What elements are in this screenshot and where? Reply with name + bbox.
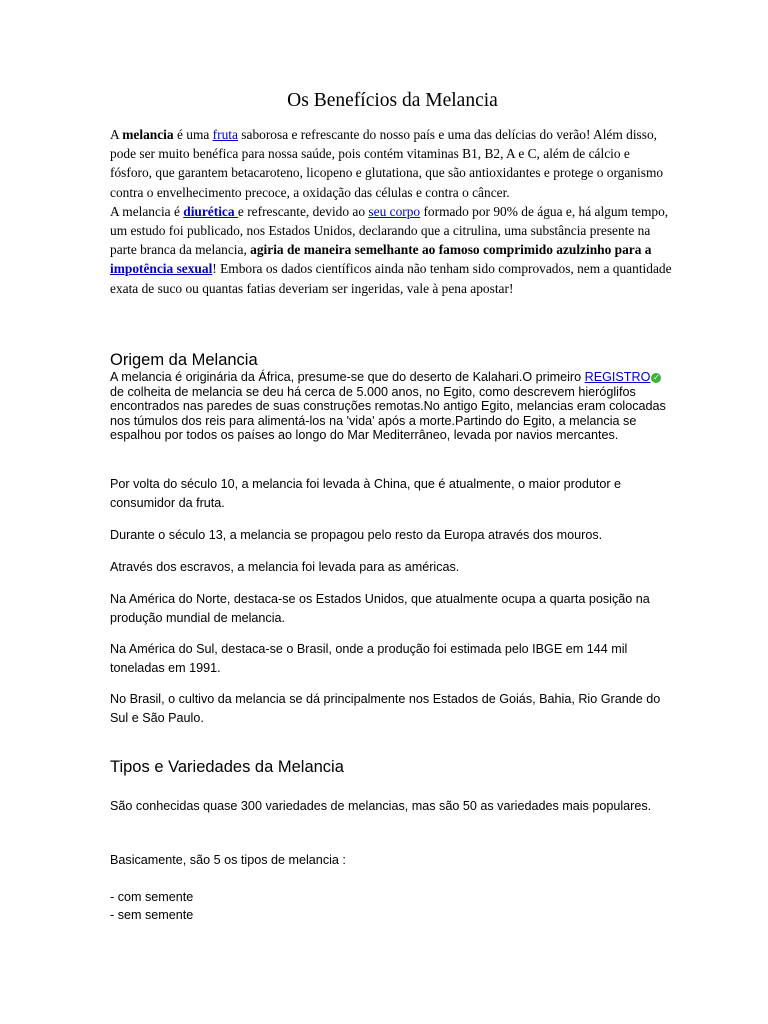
tipos-list [110,888,675,924]
text: saborosa e refrescante do nosso país e uma das delícias do verão! Além disso, pode ser muito benéfica para nossa saúde, pois contém vitaminas B1, B2, A e C, além de cálcio e fósforo, que garantem betacaroteno, licopeno e glutationa, que são antioxidantes e protege o organismo contra o envelhecimento precoce, a oxidação das células e contra o câncer. [110,127,664,200]
bold-claim: agiria de maneira semelhante ao famoso comprimido azulzinho para a [250,242,652,258]
origem-paragraph-5: Na América do Norte, destaca-se os Estados Unidos, que atualmente ocupa a quarta posição na produção mundial de melancia. [110,592,650,625]
seu-corpo-link[interactable]: seu corpo [368,203,421,219]
text: A melancia é originária da África, presume-se que do deserto de Kalahari.O primeiro [110,370,585,384]
diuretica-link[interactable]: diurética [183,203,238,219]
section-heading-origem: Origem da Melancia [110,351,258,369]
origem-paragraph-1 [110,370,675,443]
origem-paragraph-3: Durante o século 13, a melancia se propagou pelo resto da Europa através dos mouros. [110,528,603,542]
origem-paragraph-2: Por volta do século 10, a melancia foi levada à China, que é atualmente, o maior produtor e consumidor da fruta. [110,477,622,510]
text: A [110,127,123,142]
text: A melancia é [110,203,184,219]
page-title: Os Benefícios da Melancia [287,90,498,111]
check-circle-icon[interactable]: ✓ [653,373,660,382]
impotencia-sexual-link[interactable]: impotência sexual [110,261,213,277]
registro-link[interactable]: REGISTRO [584,370,651,384]
text: formado por 90% de água e, há algum tempo, um estudo foi publicado, nos Estados Unidos, declarando que a citrulina, uma substância presente na parte branca da melancia, [110,203,669,258]
intro-paragraph-1 [110,125,675,202]
text: de colheita de melancia se deu há cerca de 5.000 anos, no Egito, como descrevem hieróglifos encontrados nas paredes de suas construções remotas.No antigo Egito, melancias eram colocadas nos túmulos dos reis para alimentá-los na 'vida' após a morte.Partindo do Egito, a melancia se espalhou por todos os países ao longo do Mar Mediterrâneo, levada por navios mercantes. [110,384,666,443]
intro-section [110,125,675,298]
tipos-paragraph-1: São conhecidas quase 300 variedades de melancias, mas são 50 as variedades mais populares. [110,799,652,813]
text: é uma [173,127,213,142]
text: e refrescante, devido ao [237,203,369,219]
intro-paragraph-2 [110,202,675,298]
origem-paragraph-6: Na América do Sul, destaca-se o Brasil, onde a produção foi estimada pelo IBGE em 144 mil toneladas em 1991. [110,642,628,675]
section-heading-tipos: Tipos e Variedades da Melancia [110,758,344,776]
list-item: - com semente [110,890,194,904]
tipos-paragraph-2: Basicamente, são 5 os tipos de melancia : [110,853,346,867]
text: ! Embora os dados científicos ainda não tenham sido comprovados, nem a quantidade exata de suco ou quantas fatias deveriam ser ingeridas, vale à pena apostar! [110,261,672,296]
bold-melancia: melancia [122,127,174,142]
origem-paragraph-4: Através dos escravos, a melancia foi levada para as américas. [110,560,460,574]
list-item: - sem semente [110,908,194,922]
origem-paragraph-7: No Brasil, o cultivo da melancia se dá principalmente nos Estados de Goiás, Bahia, Rio Grande do Sul e São Paulo. [110,692,661,725]
fruta-link[interactable]: fruta [212,127,238,142]
